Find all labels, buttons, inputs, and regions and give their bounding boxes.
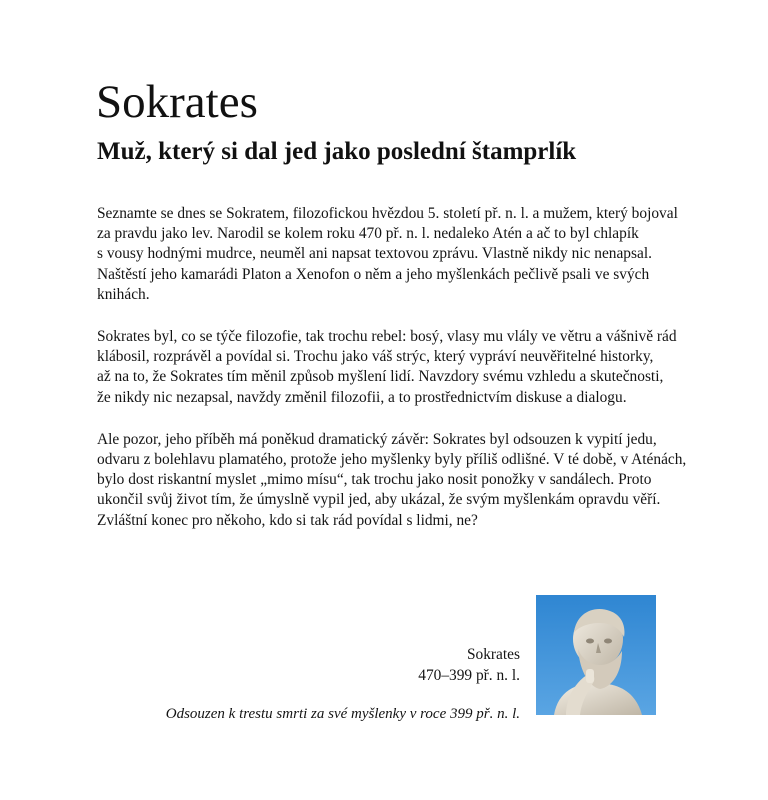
text-line: odvaru z bolehlavu plamatého, protože jeho myšlenky byly příliš odlišné. V té době, v Aténách, [97, 451, 687, 469]
text-line: s vousy hodnými mudrce, neuměl ani napsat textovou zprávu. Vlastně nikdy nic nenapsal. [97, 245, 652, 263]
portrait-caption [418, 644, 520, 686]
text-line: za pravdu jako lev. Narodil se kolem roku 470 př. n. l. nedaleko Atén a ač to byl chlapík [97, 225, 639, 243]
text-line: Seznamte se dnes se Sokratem, filozofickou hvězdou 5. století př. n. l. a mužem, který bojoval [97, 205, 678, 222]
socrates-bust-icon [536, 595, 656, 715]
text-line: ukončil svůj život tím, že úmyslně vypil jed, aby ukázal, že svým myšlenkám opravdu věří. [97, 491, 661, 509]
text-line: knihách. [97, 285, 150, 303]
text-line: klábosil, rozprávěl a povídal si. Trochu jako váš strýc, který vypráví neuvěřitelné historky, [97, 348, 654, 366]
page-subtitle: Muž, který si dal jed jako poslední štamprlík [97, 138, 577, 165]
paragraph-3 [97, 430, 687, 531]
paragraph-1 [97, 204, 678, 305]
caption-dates: 470–399 př. n. l. [418, 667, 520, 684]
text-line: Sokrates byl, co se týče filozofie, tak trochu rebel: bosý, vlasy mu vlály ve větru a vášnivě rád [97, 328, 677, 346]
text-line: Naštěstí jeho kamarádi Platon a Xenofon o něm a jeho myšlenkách pečlivě psali ve svých [97, 265, 650, 283]
socrates-bust-image [536, 595, 656, 715]
text-line: bylo dost riskantní myslet „mimo mísu“, tak trochu jako nosit ponožky v sandálech. Proto [97, 471, 652, 489]
text-line: Ale pozor, jeho příběh má poněkud dramatický závěr: Sokrates byl odsouzen k vypití jedu, [97, 430, 657, 448]
text-line: že nikdy nic nezapsal, navždy změnil filozofii, a to prostřednictvím diskuse a dialogu. [97, 388, 627, 406]
article-body [97, 204, 687, 553]
paragraph-2 [97, 327, 677, 408]
caption-name: Sokrates [466, 646, 520, 663]
page-title: Sokrates [96, 76, 258, 128]
text-line: až na to, že Sokrates tím měnil způsob myšlení lidí. Navzdory svému vzhledu a skutečnosti, [97, 368, 664, 386]
caption-note: Odsouzen k trestu smrti za své myšlenky v roce 399 př. n. l. [165, 706, 520, 722]
text-line: Zvláštní konec pro někoho, kdo si tak rád povídal s lidmi, ne? [97, 511, 478, 529]
